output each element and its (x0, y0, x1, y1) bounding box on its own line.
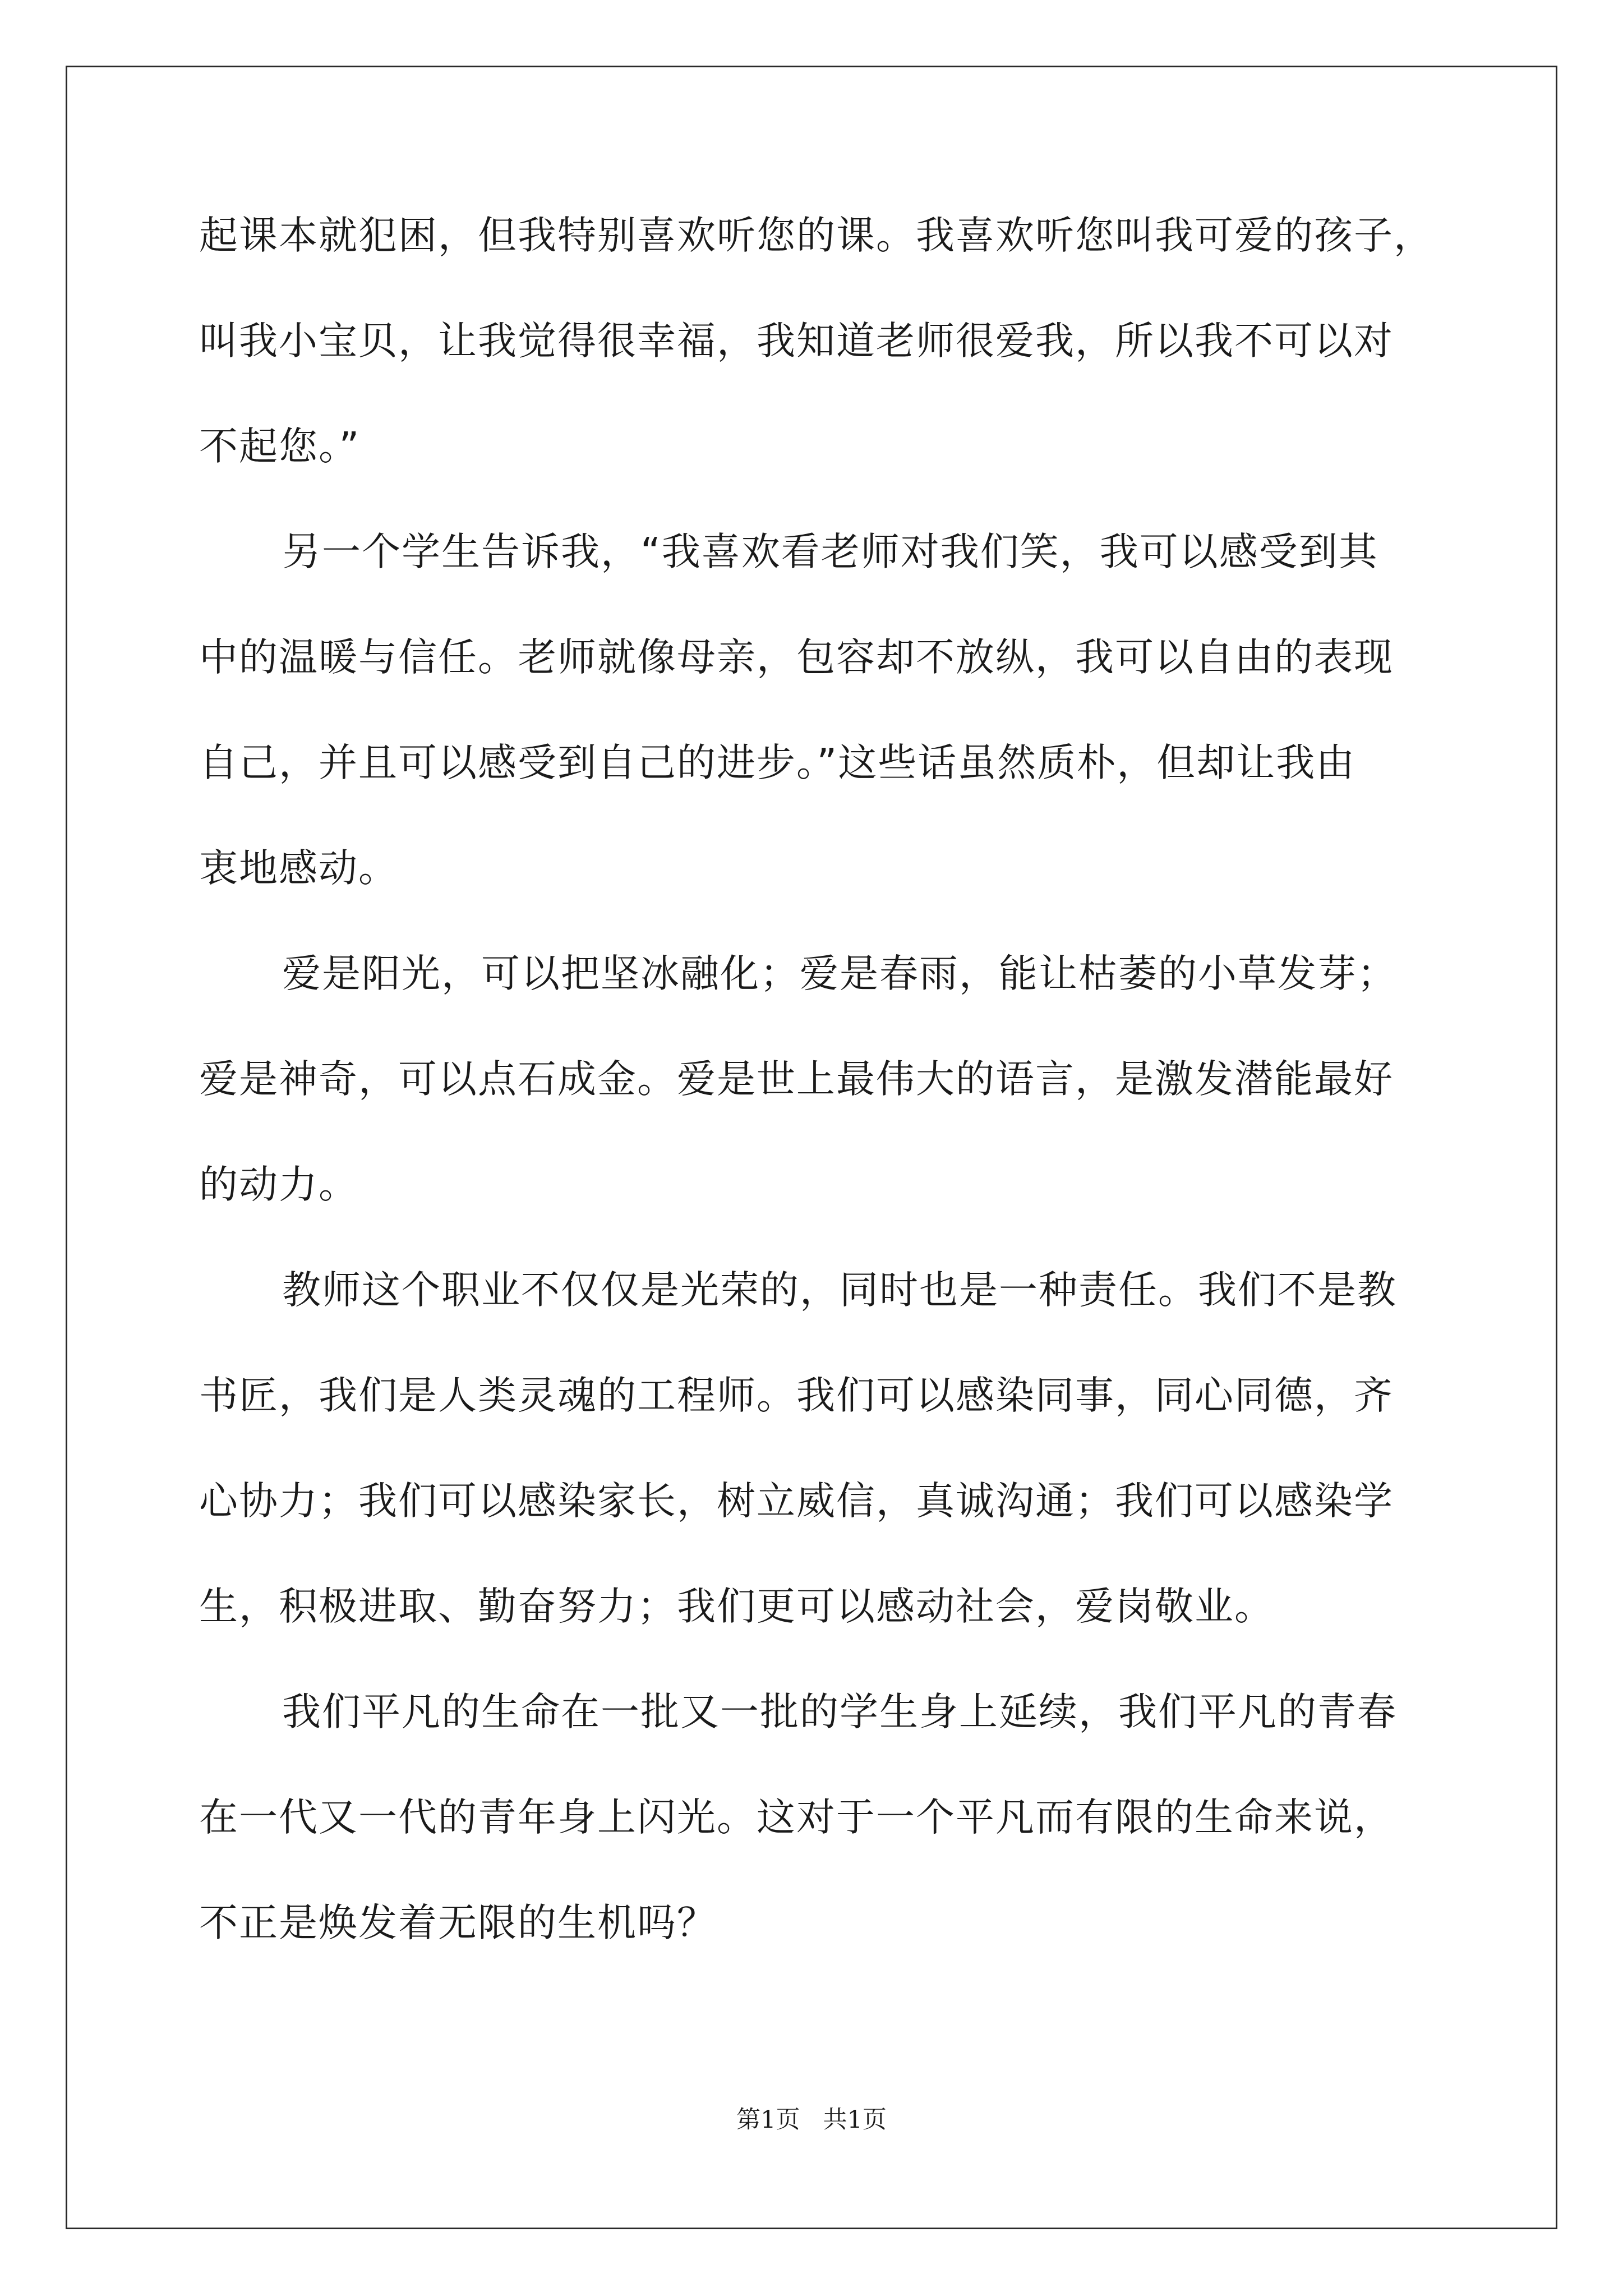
text-line: 自己，并且可以感受到自己的进步。”这些话虽然质朴，但却让我由 (199, 740, 1356, 785)
text-line: 心协力；我们可以感染家长，树立威信，真诚沟通；我们可以感染学 (199, 1479, 1394, 1524)
text-line: 在一代又一代的青年身上闪光。这对于一个平凡而有限的生命来说， (199, 1795, 1394, 1840)
text-line: 教师这个职业不仅仅是光荣的，同时也是一种责任。我们不是教 (282, 1268, 1397, 1313)
text-line: 起课本就犯困，但我特别喜欢听您的课。我喜欢听您叫我可爱的孩子， (199, 213, 1433, 258)
text-line: 叫我小宝贝，让我觉得很幸福，我知道老师很爱我，所以我不可以对 (199, 319, 1394, 364)
page-footer: 第1页 共1页 (736, 2106, 887, 2134)
text-line: 书匠，我们是人类灵魂的工程师。我们可以感染同事，同心同德，齐 (199, 1373, 1394, 1418)
text-line: 不正是焕发着无限的生机吗？ (199, 1901, 717, 1945)
text-line: 我们平凡的生命在一批又一批的学生身上延续，我们平凡的青春 (282, 1690, 1397, 1734)
text-line: 不起您。” (199, 424, 361, 469)
text-line: 衷地感动。 (199, 846, 398, 891)
text-line: 的动力。 (199, 1162, 358, 1207)
text-line: 中的温暖与信任。老师就像母亲，包容却不放纵，我可以自由的表现 (199, 635, 1394, 680)
text-line: 生，积极进取、勤奋努力；我们更可以感动社会，爱岗敬业。 (199, 1584, 1274, 1629)
text-line: 另一个学生告诉我，“我喜欢看老师对我们笑，我可以感受到其 (282, 530, 1378, 574)
text-line: 爱是神奇，可以点石成金。爱是世上最伟大的语言，是激发潜能最好 (199, 1057, 1394, 1102)
document-body (199, 208, 1433, 2000)
text-line: 爱是阳光，可以把坚冰融化；爱是春雨，能让枯萎的小草发芽； (282, 951, 1397, 996)
